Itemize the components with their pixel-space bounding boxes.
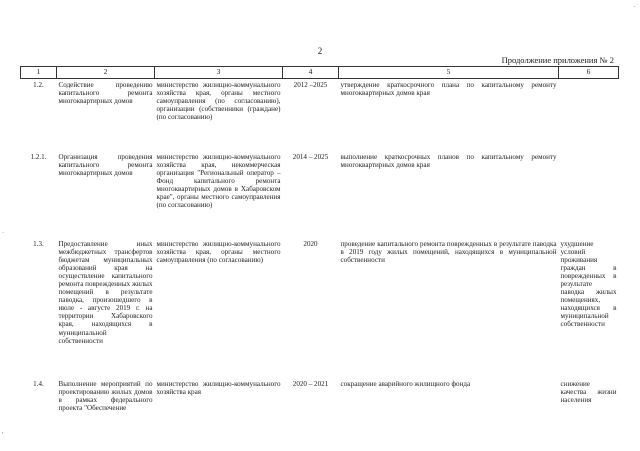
column-header: 4	[283, 67, 339, 79]
period-cell: 2020	[303, 239, 318, 248]
indicator-cell: ухудшение условий проживания граждан в поврежденных в результате паводка жилых помещениях, находящихся в муниципальной собственности	[560, 239, 617, 329]
row-number: 1.4.	[33, 379, 44, 388]
column-header: 1	[21, 67, 57, 79]
table-row	[21, 378, 619, 426]
executor-cell: министерство жилищно-коммунального хозяйства края, некоммерческая организация "Региональный оператор – Фонд капитального ремонта многоквартирных домов в Хабаровском крае", органы местного самоуправления (по согласованию)	[156, 152, 281, 210]
page-number: 2	[317, 46, 323, 56]
result-cell: проведение капитального ремонта поврежденных в результате паводка в 2019 году жилых помещений, находящихся в муниципальной собственности	[340, 239, 557, 264]
column-header: 2	[57, 67, 155, 79]
header-row	[21, 67, 619, 79]
margin-mark: .	[2, 228, 4, 235]
executor-cell: министерство жилищно-коммунального хозяйства края	[156, 379, 281, 396]
continuation-label: Продолжение приложения № 2	[501, 55, 614, 65]
indicator-cell	[559, 79, 619, 151]
executor-cell: министерство жилищно-коммунального хозяйства края, органы местного самоуправления (по согласованию), организации (собственники (граждане) (по согласованию)	[156, 81, 281, 122]
period-cell: 2014 – 2025	[292, 152, 329, 161]
result-cell: утверждение краткосрочного плана по капитальному ремонту многоквартирных домов края	[340, 81, 557, 98]
executor-cell: министерство жилищно-коммунального хозяйства края, органы местного самоуправления (по согласованию)	[156, 239, 281, 264]
scan-corner-mark: ·	[633, 3, 636, 11]
margin-mark: '	[2, 432, 4, 439]
period-cell: 2012 –2025	[293, 81, 328, 89]
result-cell: выполнение краткосрочных планов по капитальному ремонту многоквартирных домов края	[340, 152, 557, 169]
column-header: 6	[559, 67, 619, 79]
result-cell: сокращение аварийного жилищного фонда	[340, 379, 471, 388]
table-row	[21, 151, 619, 238]
period-cell: 2020 – 2021	[292, 379, 329, 388]
indicator-cell	[559, 151, 619, 238]
table-row	[21, 79, 619, 151]
program-table	[20, 66, 619, 426]
activity-cell: Организация проведения капитального ремонта многоквартирных домов	[58, 152, 153, 177]
row-number: 1.3.	[33, 239, 44, 248]
table-row	[21, 238, 619, 378]
row-number: 1.2.	[33, 81, 44, 89]
activity-cell: Предоставление иных межбюджетных трансфертов бюджетам муниципальных образований края на осуществление капитального ремонта поврежденных жилых помещений в результате паводка, произошедшего в июле - августе 2019 г. на территории Хабаровского края, находящихся в муниципальной собственности	[58, 239, 153, 345]
column-header: 3	[155, 67, 283, 79]
row-number: 1.2.1.	[30, 152, 47, 161]
column-header: 5	[339, 67, 559, 79]
activity-cell: Содействие проведению капитального ремонта многоквартирных домов	[58, 81, 153, 106]
activity-cell: Выполнение мероприятий по проектированию жилых домов в рамках федерального проекта "Обеспечение	[58, 379, 153, 412]
indicator-cell: снижение качества жизни населения	[560, 379, 617, 404]
